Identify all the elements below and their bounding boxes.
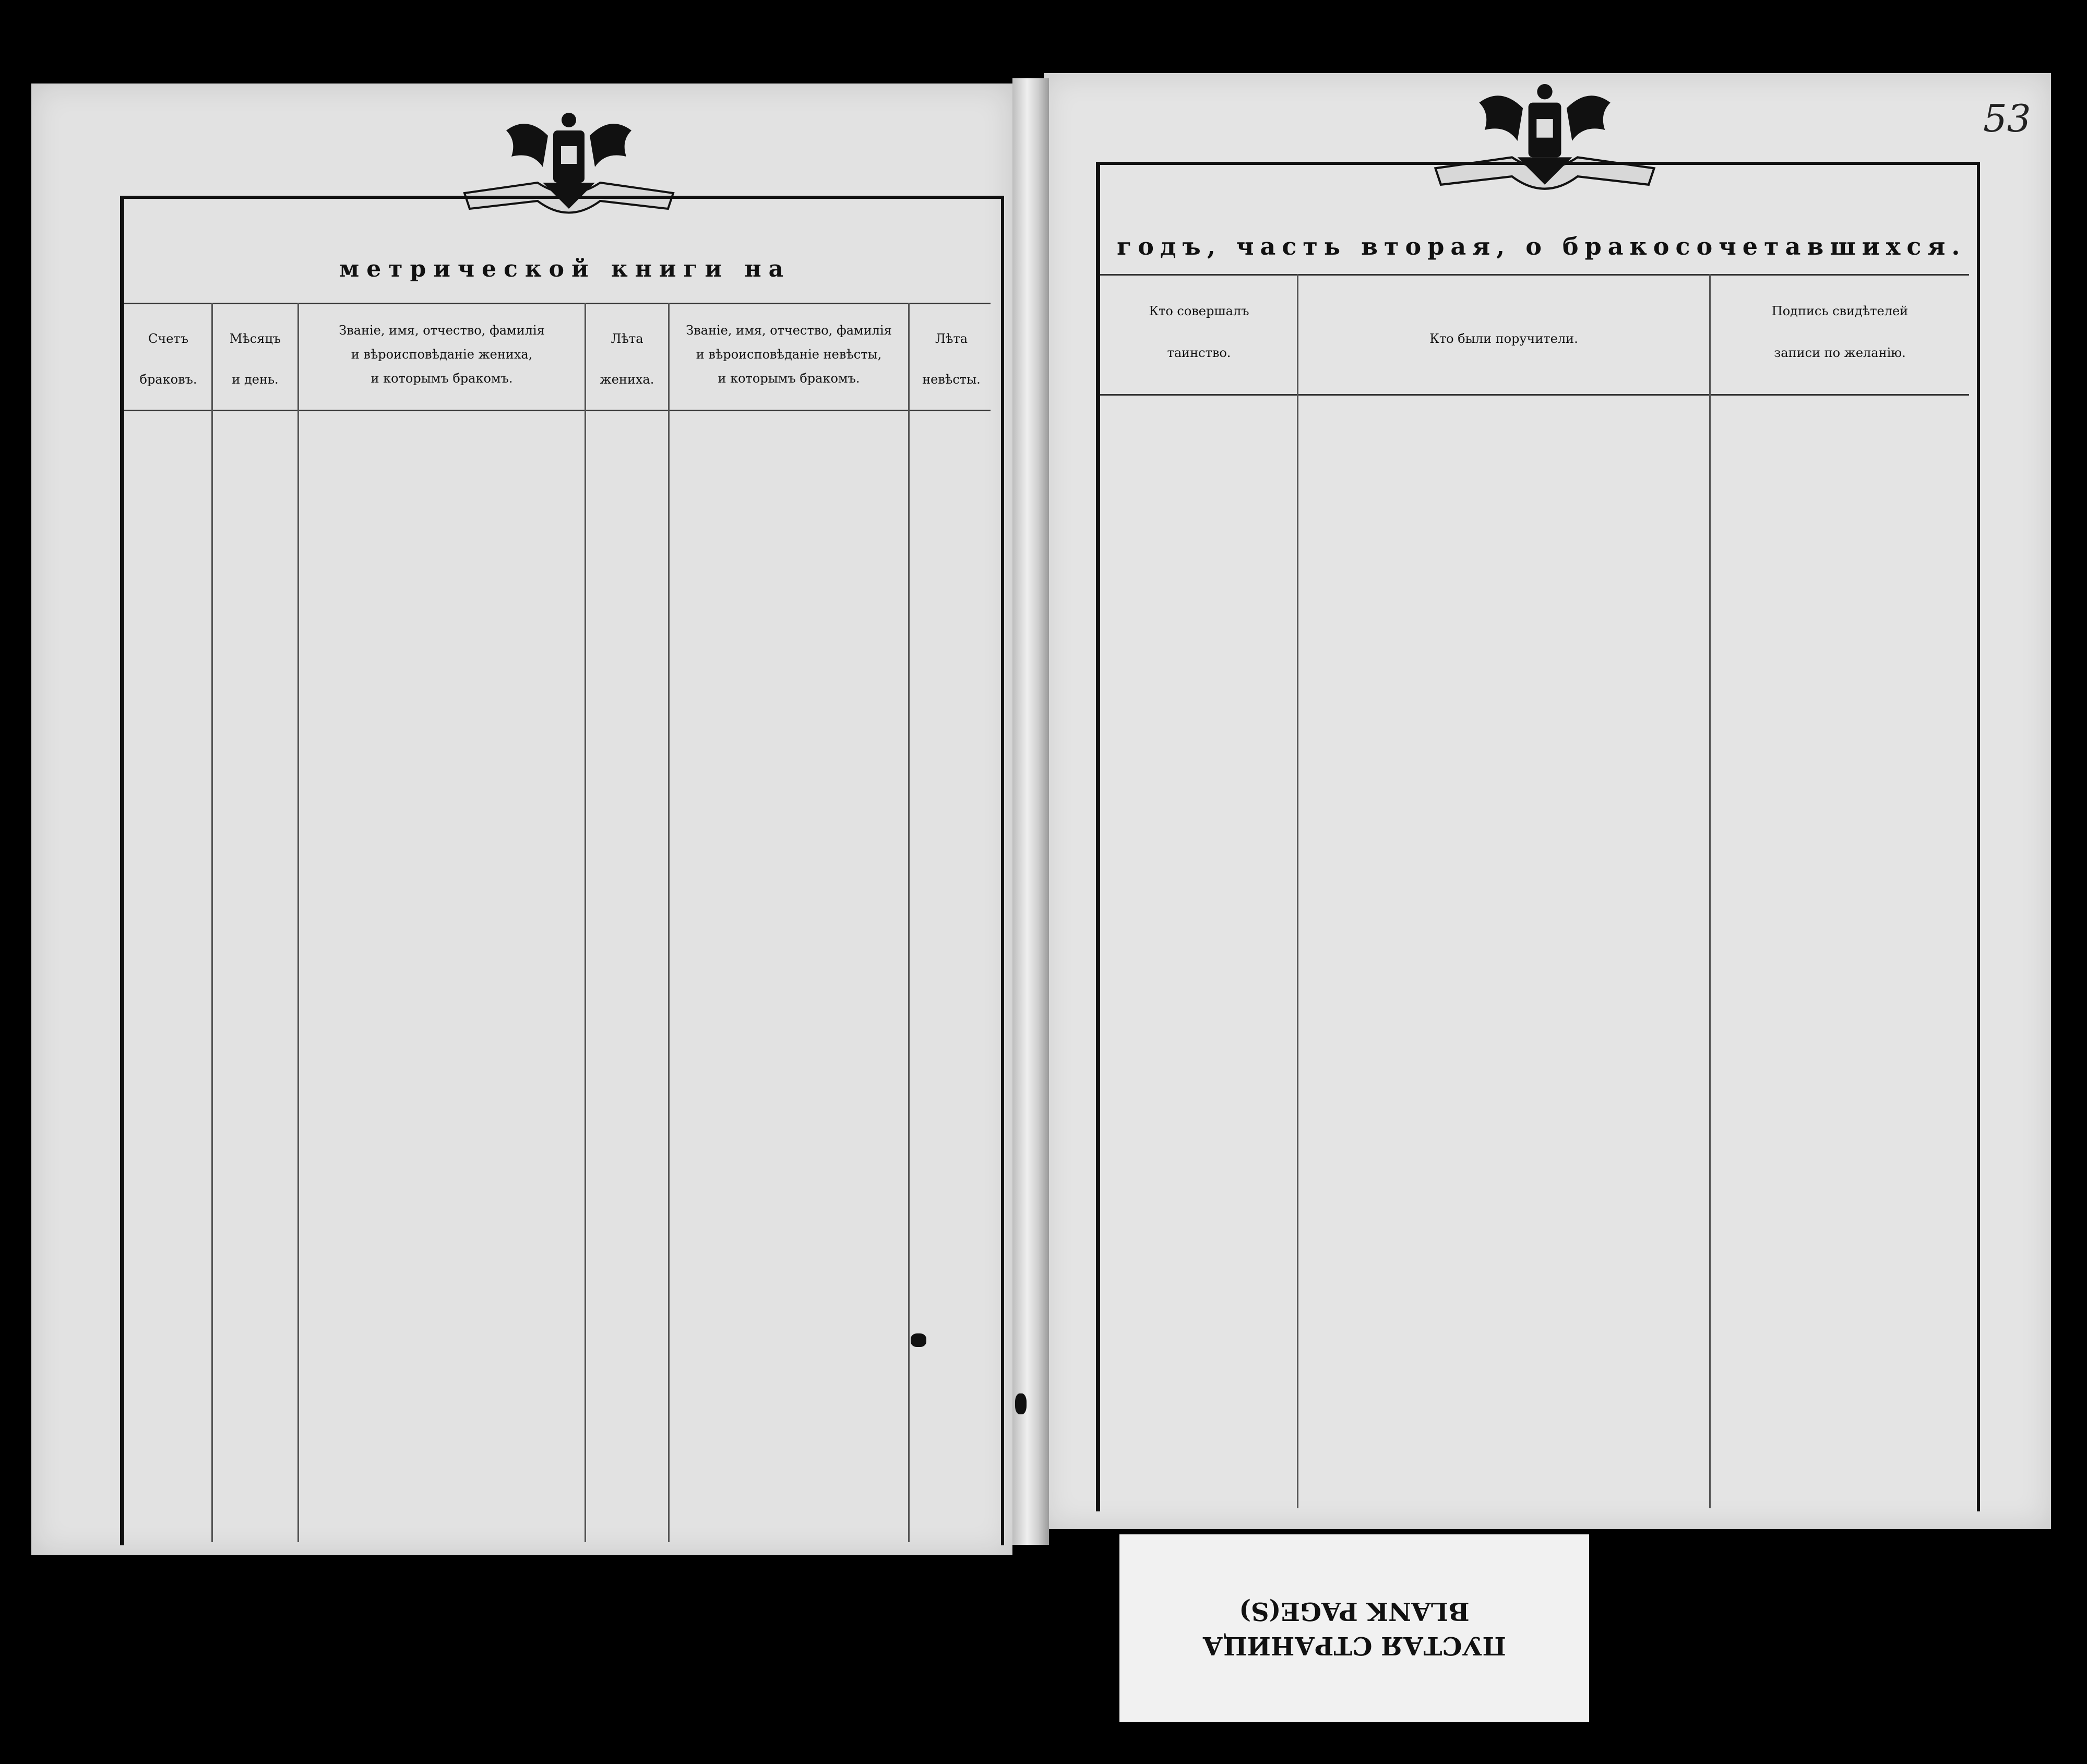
binding-hole	[1015, 1393, 1027, 1414]
column-divider	[668, 303, 670, 1542]
stamp-line: ПУСТАЯ СТРАНИЦА	[1202, 1631, 1506, 1660]
binding-hole	[911, 1333, 926, 1347]
column-header-groom	[299, 318, 585, 390]
header-line: Лѣта	[611, 331, 643, 346]
column-header-guarantors	[1298, 324, 1709, 354]
header-top-rule	[1100, 274, 1969, 276]
column-header-officiant	[1101, 295, 1297, 369]
column-divider	[297, 303, 299, 1542]
header-line: Счетъ	[148, 331, 188, 346]
left-table-frame	[120, 196, 1004, 1545]
column-divider	[211, 303, 213, 1542]
stamp-line: BLANK PAGE(S)	[1239, 1596, 1470, 1626]
header-line: Подпись свидѣтелей	[1771, 304, 1909, 318]
header-line: записи по желанію.	[1774, 345, 1906, 360]
header-bottom-rule	[124, 410, 991, 411]
column-divider	[908, 303, 910, 1542]
header-line: таинство.	[1167, 345, 1231, 360]
column-header-bride	[670, 318, 908, 390]
column-divider	[1297, 274, 1298, 1508]
header-top-rule	[124, 303, 991, 304]
header-line: Кто совершалъ	[1149, 304, 1249, 318]
header-line: невѣсты.	[922, 372, 981, 387]
header-line: и которымъ бракомъ.	[718, 371, 860, 386]
header-line: Лѣта	[935, 331, 968, 346]
book-spine	[1012, 78, 1049, 1545]
column-divider	[1709, 274, 1711, 1508]
column-header-month	[213, 324, 297, 395]
stamp-text	[1119, 1534, 1589, 1722]
header-line: и вѣроисповѣданіе жениха,	[351, 347, 533, 362]
header-line: браковъ.	[139, 372, 197, 387]
header-line: Мѣсяцъ	[229, 331, 281, 346]
header-bottom-rule	[1100, 394, 1969, 396]
blank-page-stamp	[1119, 1534, 1589, 1722]
column-divider	[585, 303, 586, 1542]
header-line: Кто были поручители.	[1429, 331, 1578, 346]
header-line: Званіе, имя, отчество, фамилія	[339, 323, 545, 338]
column-header-witnesses	[1711, 295, 1969, 369]
folio-number: 53	[1983, 97, 2031, 140]
header-line: и которымъ бракомъ.	[371, 371, 513, 386]
header-line: жениха.	[600, 372, 654, 387]
column-header-bride-age	[910, 324, 993, 395]
column-header-count	[125, 324, 211, 395]
header-line: и вѣроисповѣданіе невѣсты,	[696, 347, 882, 362]
header-line: Званіе, имя, отчество, фамилія	[686, 323, 892, 338]
left-page-title: метрической книги на	[339, 256, 791, 282]
header-line: и день.	[232, 372, 279, 387]
column-header-groom-age	[586, 324, 668, 395]
right-page-title: годъ, часть вторая, о бракосочетавшихся.	[1117, 232, 1966, 260]
